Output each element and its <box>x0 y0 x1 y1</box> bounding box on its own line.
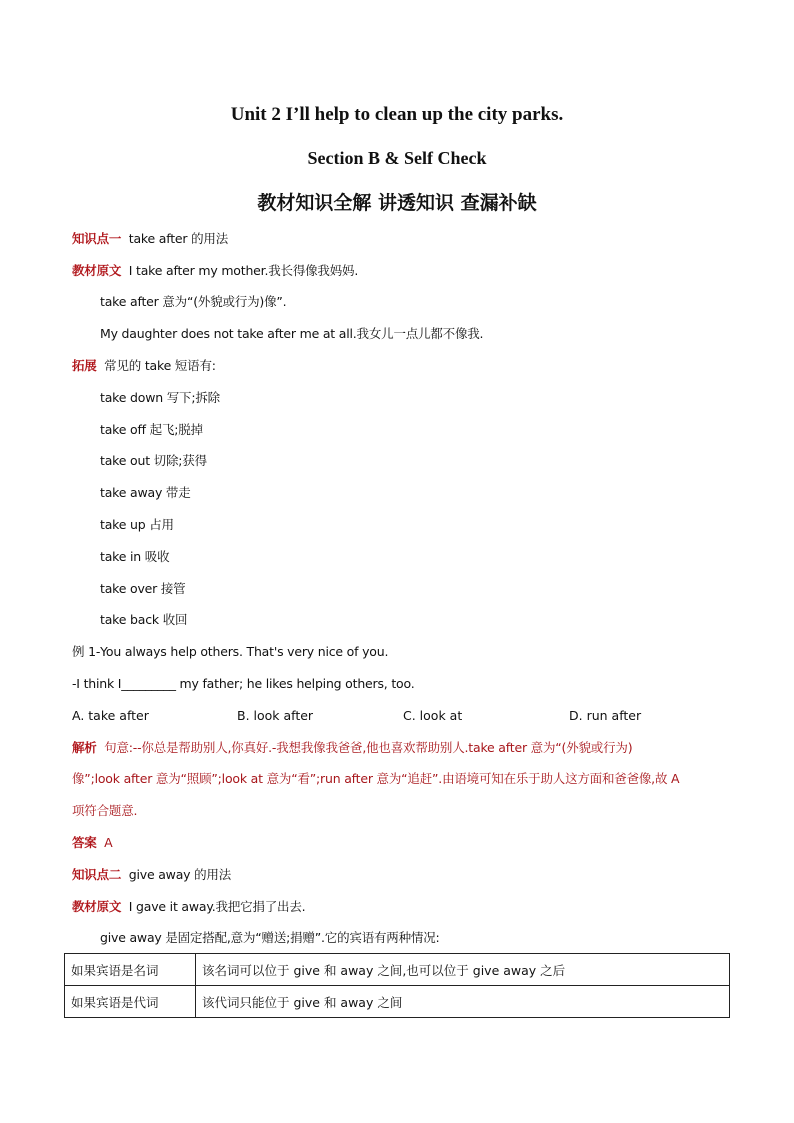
analysis-line3: 项符合题意. <box>72 803 138 818</box>
answer-tag: 答案 <box>72 835 97 850</box>
option-b: B. look after <box>237 708 314 723</box>
analysis-tag: 解析 <box>72 740 97 755</box>
point1-example: My daughter does not take after me at all.我女儿一点儿都不像我. <box>100 326 484 341</box>
phrase-item: take off 起飞;脱掉 <box>100 422 203 437</box>
table-row <box>65 986 730 1018</box>
section-title: Section B & Self Check <box>307 148 487 168</box>
extension-text: 常见的 take 短语有: <box>104 358 216 373</box>
point2-source <box>72 899 305 915</box>
option-d: D. run after <box>569 708 642 723</box>
object-rule-table <box>64 953 730 1018</box>
exercise-question-line2: -I think I_________ my father; he likes helping others, too. <box>72 676 415 691</box>
table-cell: 该代词只能位于 give 和 away 之间 <box>196 986 730 1018</box>
point2-meaning: give away 是固定搭配,意为“赠送;捐赠”.它的宾语有两种情况: <box>100 930 440 945</box>
table-cell: 如果宾语是代词 <box>65 986 196 1018</box>
option-a: A. take after <box>72 708 149 723</box>
answer-value: A <box>104 835 113 850</box>
point2-heading <box>72 867 231 883</box>
point1-source <box>72 263 358 279</box>
unit-title: Unit 2 I’ll help to clean up the city parks. <box>230 104 564 125</box>
phrase-item: take back 收回 <box>100 612 188 627</box>
table-cell: 如果宾语是名词 <box>65 954 196 986</box>
point2-source-text: I gave it away.我把它捐了出去. <box>128 899 306 914</box>
table-row <box>65 954 730 986</box>
slogan-title: 教材知识全解 讲透知识 查漏补缺 <box>257 192 537 214</box>
point1-meaning: take after 意为“(外貌或行为)像”. <box>100 294 287 309</box>
point1-heading <box>72 231 228 247</box>
extension-tag: 拓展 <box>72 358 97 373</box>
analysis-line2: 像”;look after 意为“照顾”;look at 意为“看”;run after 意为“追赶”.由语境可知在乐于助人这方面和爸爸像,故 A <box>72 771 680 786</box>
analysis-text-1: 句意:--你总是帮助别人,你真好.-我想我像我爸爸,他也喜欢帮助别人.take after 意为“(外貌或行为) <box>104 740 633 755</box>
option-c: C. look at <box>403 708 463 723</box>
phrase-item: take in 吸收 <box>100 549 170 564</box>
table-cell: 该名词可以位于 give 和 away 之间,也可以位于 give away 之后 <box>196 954 730 986</box>
exercise-question-line1: 例 1-You always help others. That's very nice of you. <box>72 644 389 659</box>
phrase-item: take up 占用 <box>100 517 174 532</box>
point2-text: give away 的用法 <box>128 867 232 882</box>
phrase-item: take away 带走 <box>100 485 191 500</box>
analysis-line1 <box>72 740 632 756</box>
point2-tag: 知识点二 <box>72 867 122 882</box>
point2-source-tag: 教材原文 <box>72 899 122 914</box>
phrase-item: take over 接管 <box>100 581 186 596</box>
point1-tag: 知识点一 <box>72 231 122 246</box>
point1-extension <box>72 358 216 374</box>
point1-source-tag: 教材原文 <box>72 263 122 278</box>
point1-text: take after 的用法 <box>128 231 229 246</box>
answer-line <box>72 835 113 851</box>
phrase-item: take down 写下;拆除 <box>100 390 220 405</box>
point1-source-text: I take after my mother.我长得像我妈妈. <box>128 263 359 278</box>
phrase-item: take out 切除;获得 <box>100 453 207 468</box>
